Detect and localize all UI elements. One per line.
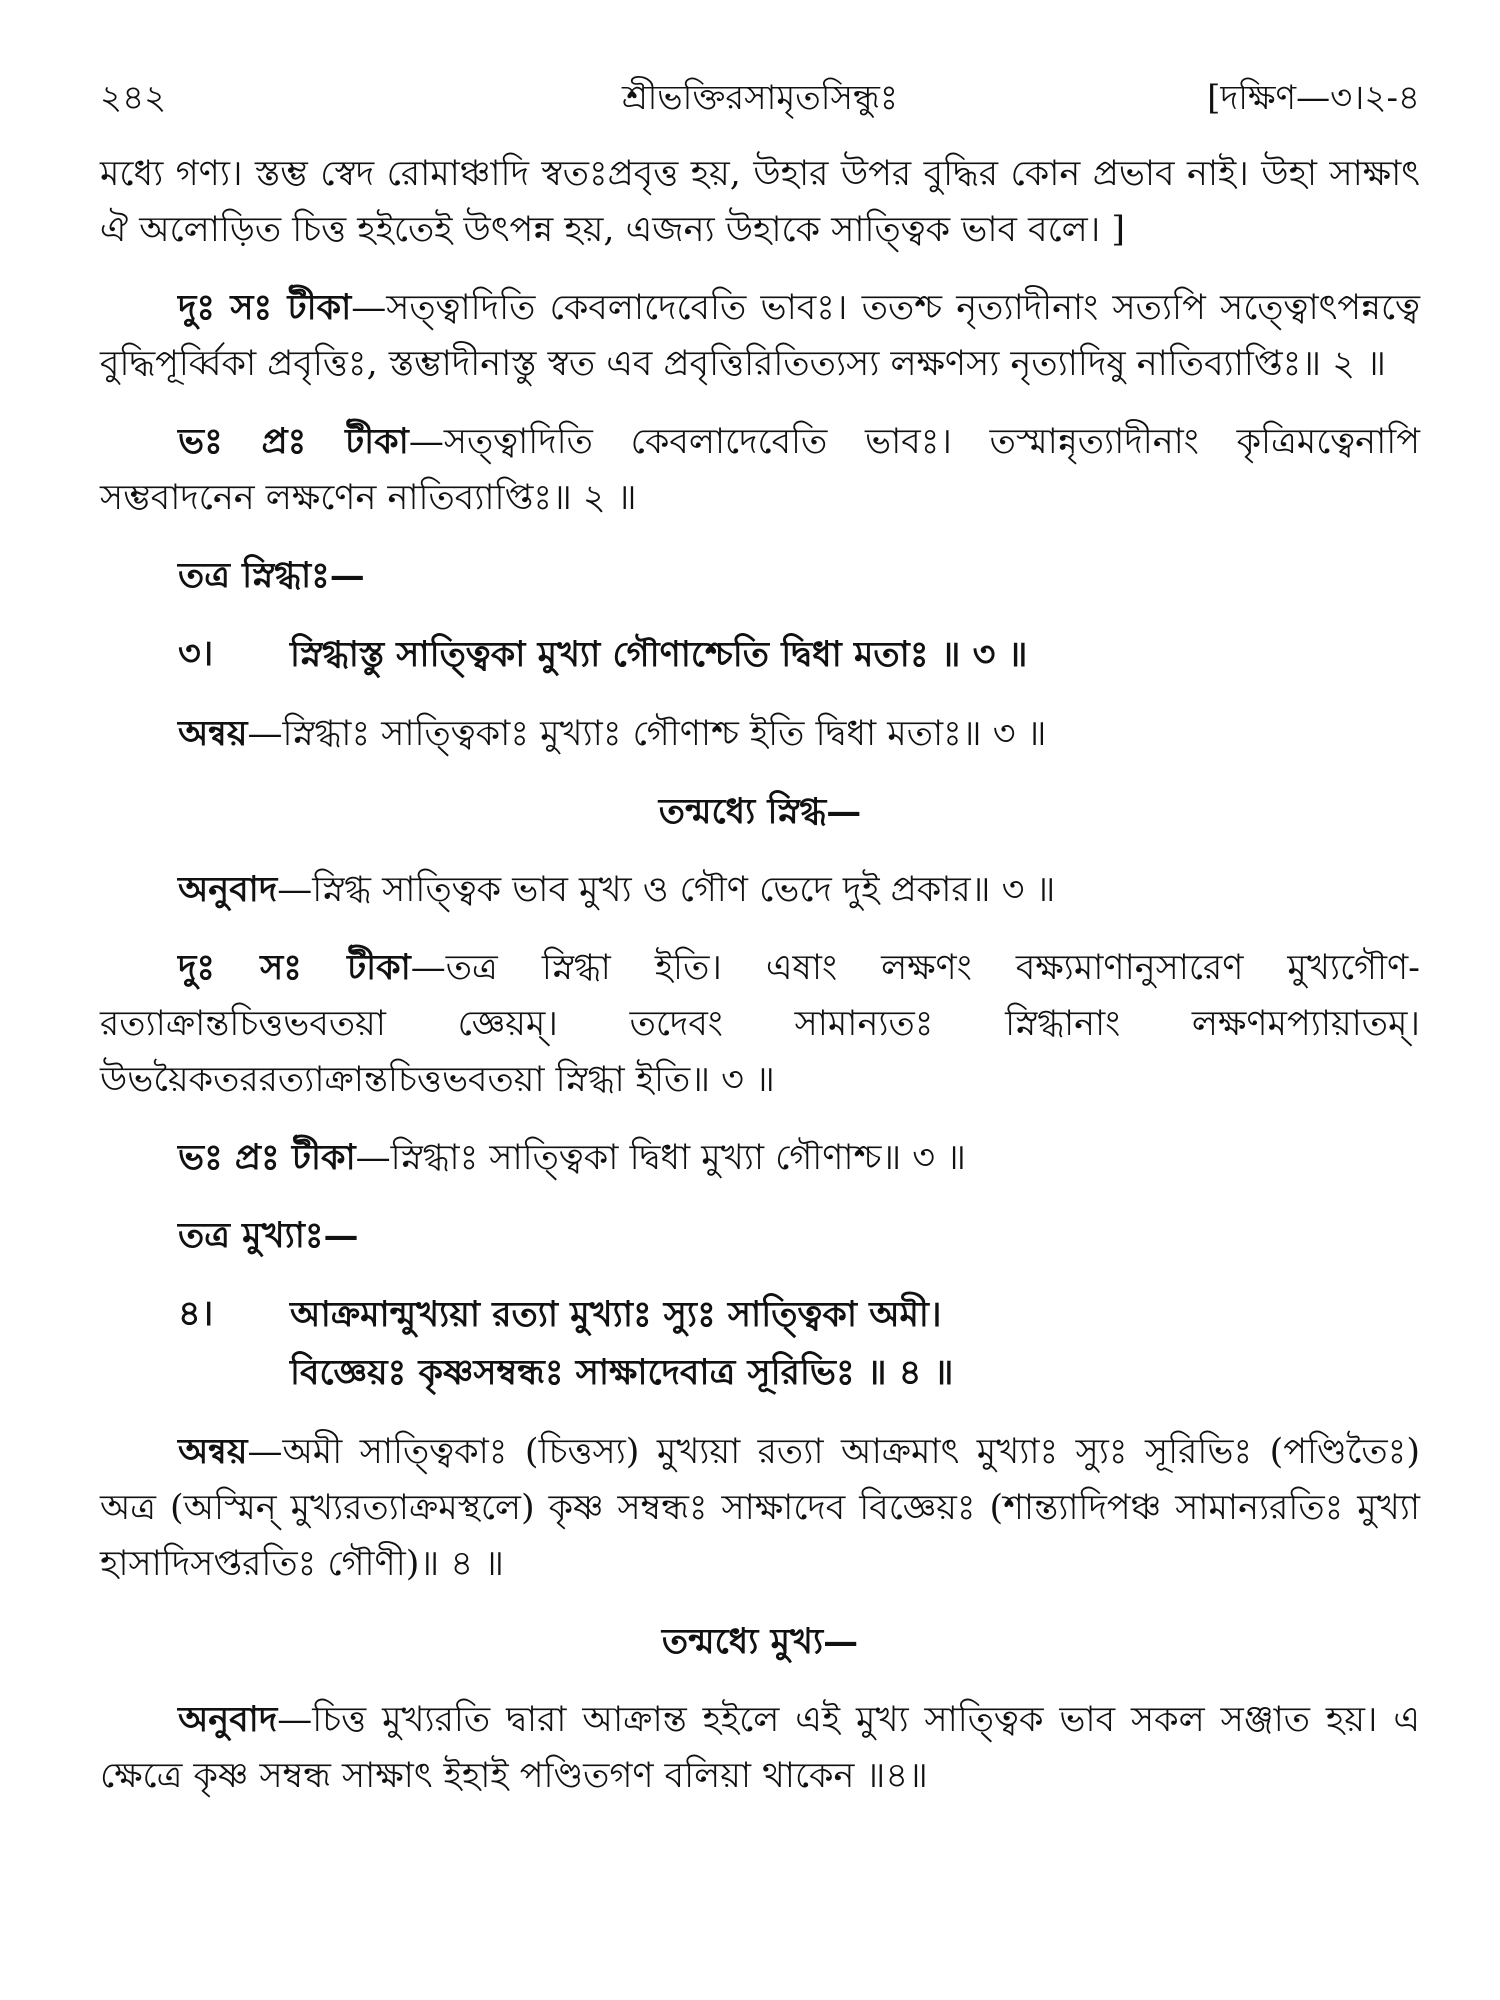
center-heading: তন্মধ্যে মুখ্য— bbox=[661, 1621, 859, 1662]
anvaya-label: অন্বয় bbox=[178, 713, 248, 754]
commentary-paragraph bbox=[100, 940, 1420, 1108]
commentary-paragraph bbox=[100, 1130, 1420, 1186]
anvaya-text: —অমী সাত্ত্বিকাঃ (চিত্তস্য) মুখ্যয়া রত্যা আক্রমাৎ মুখ্যাঃ স্যুঃ সূরিভিঃ (পণ্ডিতৈঃ) অত্র (অস্মিন্ মুখ্যরত্যাক্রমস্থলে) কৃষ্ণ সম্বন্ধঃ সাক্ষাদেব বিজ্ঞেয়ঃ (শান্ত্যাদিপঞ্চ সামান্যরতিঃ মুখ্যা হাসাদিসপ্তরতিঃ গৌণী)॥ ৪ ॥ bbox=[100, 1432, 1420, 1584]
commentary-label: ভঃ প্রঃ টীকা bbox=[178, 1137, 356, 1178]
verse-block bbox=[178, 1286, 1420, 1402]
anvaya-text: —স্নিগ্ধাঃ সাত্ত্বিকাঃ মুখ্যাঃ গৌণাশ্চ ইতি দ্বিধা মতাঃ॥ ৩ ॥ bbox=[247, 714, 1047, 754]
book-title: শ্রীভক্তিরসামৃতসিন্ধুঃ bbox=[621, 78, 899, 118]
anvaya-paragraph bbox=[100, 1424, 1420, 1592]
document-page bbox=[100, 70, 1420, 1826]
translation-paragraph bbox=[100, 862, 1420, 918]
verse-line: আক্রমান্মুখ্যয়া রত্যা মুখ্যাঃ স্যুঃ সাত্ত্বিকা অমী। bbox=[290, 1294, 942, 1335]
center-heading: তন্মধ্যে স্নিগ্ধ— bbox=[658, 791, 862, 832]
translation-text: —চিত্ত মুখ্যরতি দ্বারা আক্রান্ত হইলে এই মুখ্য সাত্ত্বিক ভাব সকল সঞ্জাত হয়। এ ক্ষেত্রে কৃষ্ণ সম্বন্ধ সাক্ষাৎ ইহাই পণ্ডিতগণ বলিয়া থাকেন ॥৪॥ bbox=[100, 1700, 1420, 1796]
translation-label: অনুবাদ bbox=[178, 1699, 278, 1740]
section-reference: [দক্ষিণ—৩।২-৪ bbox=[1207, 78, 1420, 118]
commentary-text: —স্নিগ্ধাঃ সাত্ত্বিকা দ্বিধা মুখ্যা গৌণাশ্চ॥ ৩ ॥ bbox=[355, 1138, 966, 1178]
paragraph-text: মধ্যে গণ্য। স্তম্ভ স্বেদ রোমাঞ্চাদি স্বতঃপ্রবৃত্ত হয়, উহার উপর বুদ্ধির কোন প্রভাব নাই। উহা সাক্ষাৎ ঐ অলোড়িত চিত্ত হইতেই উৎপন্ন হয়, এজন্য উহাকে সাত্ত্বিক ভাব বলে। ] bbox=[100, 154, 1420, 250]
commentary-text: —তত্র স্নিগ্ধা ইতি। এষাং লক্ষণং বক্ষ্যমাণানুসারেণ মুখ্যগৌণ-রত্যাক্রান্তচিত্তভবতয়া জ্ঞেয়ম্। তদেবং সামান্যতঃ স্নিগ্ধানাং লক্ষণমপ্যায়াতম্। উভয়ৈকতররত্যাক্রান্তচিত্তভবতয়া স্নিগ্ধা ইতি॥ ৩ ॥ bbox=[100, 948, 1420, 1100]
verse-lines bbox=[290, 626, 1420, 684]
commentary-text: —সত্ত্বাদিতি কেবলাদেবেতি ভাবঃ। ততশ্চ নৃত্যাদীনাং সত্যপি সত্ত্বোৎপন্নত্বে বুদ্ধিপূর্ব্বিকা প্রবৃত্তিঃ, স্তম্ভাদীনাস্তু স্বত এব প্রবৃত্তিরিতিত্যস্য লক্ষণস্য নৃত্যাদিষু নাতিব্যাপ্তিঃ॥ ২ ॥ bbox=[100, 288, 1420, 384]
verse-number: ৪। bbox=[178, 1293, 214, 1334]
commentary-text: —সত্ত্বাদিতি কেবলাদেবেতি ভাবঃ। তস্মান্নৃত্যাদীনাং কৃত্রিমত্বেনাপি সম্ভবাদনেন লক্ষণেন নাতিব্যাপ্তিঃ॥ ২ ॥ bbox=[100, 422, 1420, 518]
section-heading: তত্র মুখ্যাঃ— bbox=[178, 1215, 359, 1256]
translation-text: —স্নিগ্ধ সাত্ত্বিক ভাব মুখ্য ও গৌণ ভেদে দুই প্রকার॥ ৩ ॥ bbox=[277, 870, 1056, 910]
verse-lines bbox=[290, 1286, 1420, 1402]
verse-line: স্নিগ্ধাস্তু সাত্ত্বিকা মুখ্যা গৌণাশ্চেতি দ্বিধা মতাঃ ॥ ৩ ॥ bbox=[290, 634, 1028, 675]
continuation-paragraph bbox=[100, 146, 1420, 258]
verse-number: ৩। bbox=[178, 633, 214, 674]
translation-label: অনুবাদ bbox=[178, 869, 278, 910]
commentary-paragraph bbox=[100, 280, 1420, 392]
anvaya-paragraph bbox=[100, 706, 1420, 762]
commentary-label: দুঃ সঃ টীকা bbox=[178, 947, 411, 988]
commentary-label: ভঃ প্রঃ টীকা bbox=[178, 421, 409, 462]
commentary-paragraph bbox=[100, 414, 1420, 526]
section-heading: তত্র স্নিগ্ধাঃ— bbox=[178, 555, 365, 596]
translation-paragraph bbox=[100, 1692, 1420, 1804]
commentary-label: দুঃ সঃ টীকা bbox=[178, 287, 352, 328]
page-header bbox=[100, 70, 1420, 130]
anvaya-label: অন্বয় bbox=[178, 1431, 248, 1472]
verse-line: বিজ্ঞেয়ঃ কৃষ্ণসম্বন্ধঃ সাক্ষাদেবাত্র সূরিভিঃ ॥ ৪ ॥ bbox=[290, 1352, 954, 1393]
verse-block bbox=[178, 626, 1420, 684]
page-number: ২৪২ bbox=[100, 78, 167, 118]
